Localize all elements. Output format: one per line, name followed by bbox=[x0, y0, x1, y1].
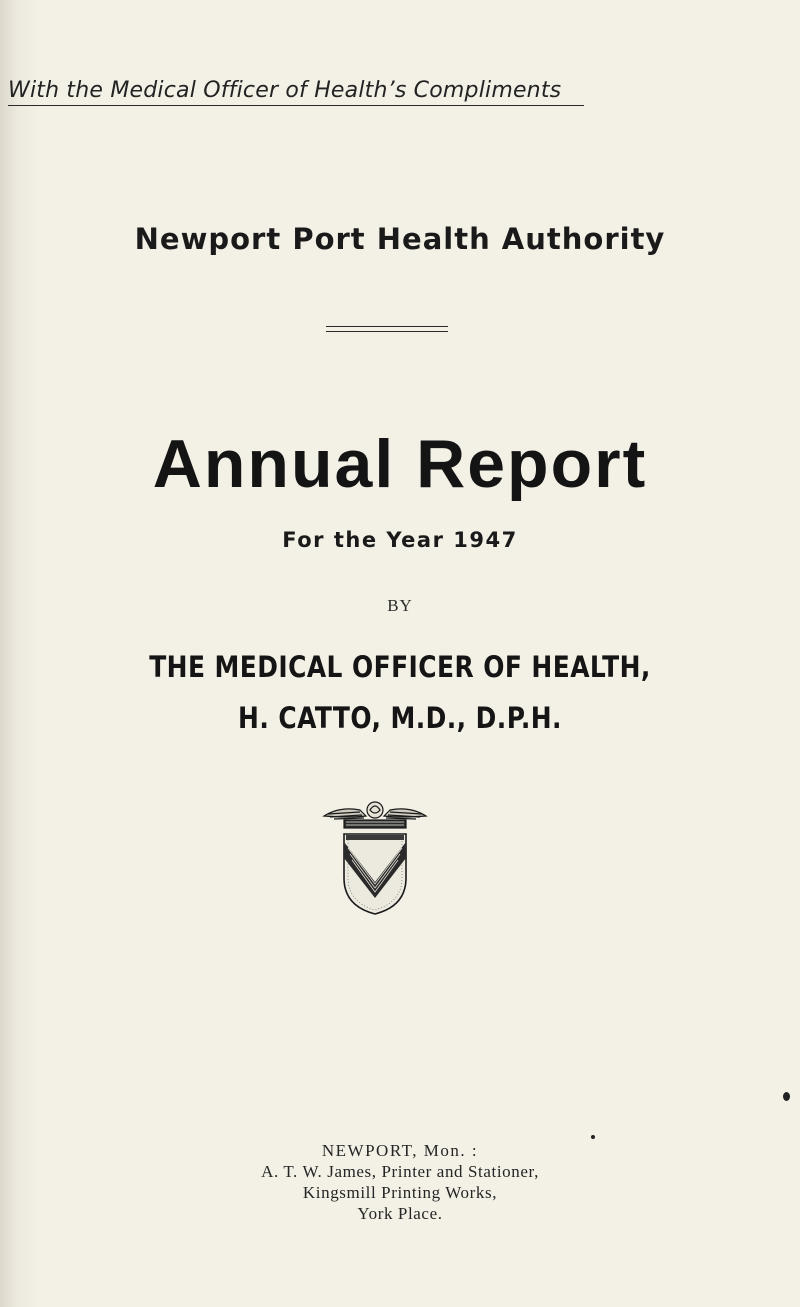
author-name: H. CATTO, M.D., D.P.H. bbox=[238, 701, 562, 735]
shield-icon bbox=[344, 834, 406, 914]
compliments-stamp: With the Medical Officer of Health’s Compliments bbox=[8, 78, 584, 106]
winged-wreath-icon bbox=[324, 802, 426, 828]
authority-name: Newport Port Health Authority bbox=[134, 222, 666, 256]
by-label: BY bbox=[387, 596, 413, 615]
coat-of-arms-icon bbox=[320, 798, 430, 918]
imprint-printer: A. T. W. James, Printer and Stationer, bbox=[261, 1162, 539, 1181]
officer-title: THE MEDICAL OFFICER OF HEALTH, bbox=[149, 650, 651, 684]
printer-imprint bbox=[0, 1140, 800, 1224]
double-rule-divider bbox=[326, 326, 448, 332]
imprint-works: Kingsmill Printing Works, bbox=[302, 1183, 498, 1202]
imprint-city: NEWPORT, Mon. : bbox=[321, 1141, 479, 1160]
report-title: Annual Report bbox=[152, 426, 648, 502]
imprint-place: York Place. bbox=[357, 1204, 443, 1223]
ink-speck bbox=[783, 1092, 790, 1101]
ink-speck bbox=[591, 1135, 595, 1139]
report-year: For the Year 1947 bbox=[282, 528, 518, 552]
